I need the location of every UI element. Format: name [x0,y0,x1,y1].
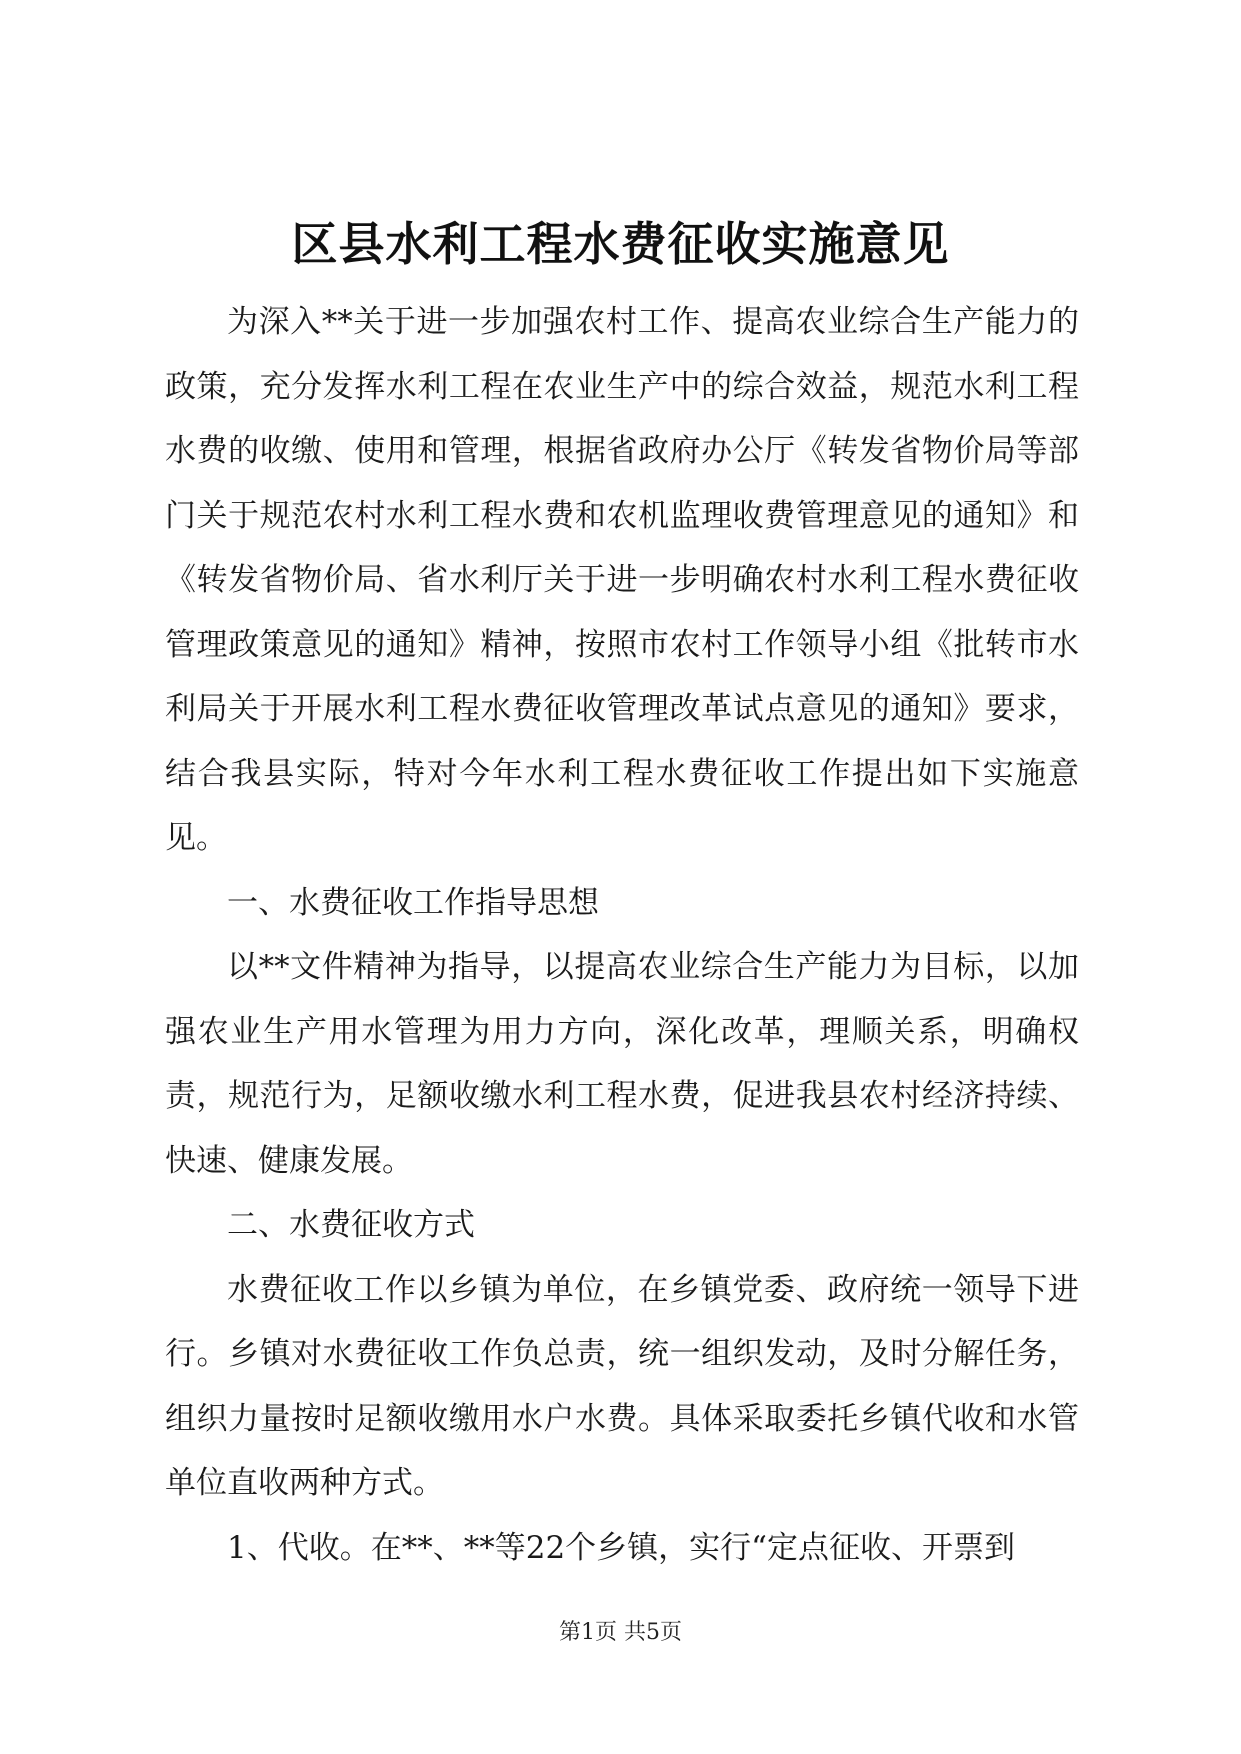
paragraph-collection-method: 水费征收工作以乡镇为单位，在乡镇党委、政府统一领导下进行。乡镇对水费征收工作负总责，统一组织发动，及时分解任务，组织力量按时足额收缴用水户水费。具体采取委托乡镇代收和水管单位直收两种方式。 [165,1271,1079,1501]
document-body [165,290,1079,1580]
page-footer: 第1页 共5页 [559,1620,682,1645]
section-heading-1: 一、水费征收工作指导思想 [227,884,599,921]
section-heading-2: 二、水费征收方式 [227,1207,475,1243]
paragraph-agency-collection: 1、代收。在**、**等22个乡镇，实行“定点征收、开票到 [227,1529,1016,1566]
paragraph-guiding-ideology: 以**文件精神为指导，以提高农业综合生产能力为目标，以加强农业生产用水管理为用力方向，深化改革，理顺关系，明确权责，规范行为，足额收缴水利工程水费，促进我县农村经济持续、快速、健康发展。 [165,949,1079,1179]
paragraph-intro: 为深入**关于进一步加强农村工作、提高农业综合生产能力的政策，充分发挥水利工程在农业生产中的综合效益，规范水利工程水费的收缴、使用和管理，根据省政府办公厅《转发省物价局等部门关于规范农村水利工程水费和农机监理收费管理意见的通知》和《转发省物价局、省水利厅关于进一步明确农村水利工程水费征收管理政策意见的通知》精神，按照市农村工作领导小组《批转市水利局关于开展水利工程水费征收管理改革试点意见的通知》要求，结合我县实际，特对今年水利工程水费征收工作提出如下实施意见。 [165,304,1079,856]
document-title: 区县水利工程水费征收实施意见 [291,217,950,271]
